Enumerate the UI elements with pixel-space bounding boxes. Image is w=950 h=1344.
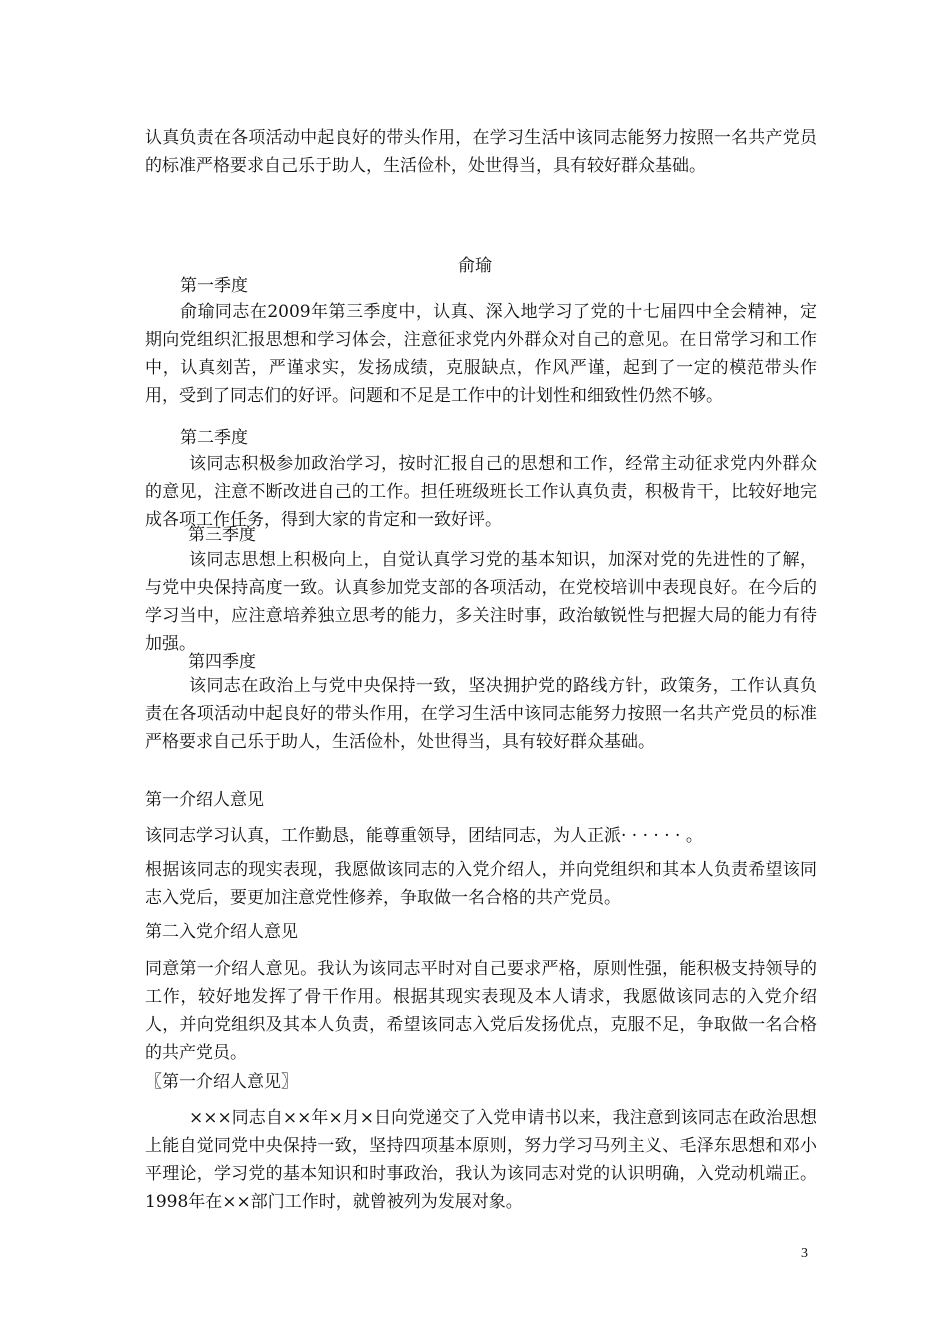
q4-heading: 第四季度 (188, 652, 256, 672)
top-paragraph: 认真负责在各项活动中起良好的带头作用，在学习生活中该同志能努力按照一名共产党员的标准严格要求自己乐于助人，生活俭朴，处世得当，具有较好群众基础。 (145, 128, 817, 176)
q2-text: 该同志积极参加政治学习，按时汇报自己的思想和工作，经常主动征求党内外群众的意见，注意不断改进自己的工作。担任班级班长工作认真负责，积极肯干，比较好地完成各项工作任务，得到大家的肯定和一致好评。 (145, 454, 817, 530)
q4-text: 该同志在政治上与党中央保持一致，坚决拥护党的路线方针，政策务，工作认真负责在各项活动中起良好的带头作用，在学习生活中该同志能努力按照一名共产党员的标准严格要求自己乐于助人，生活俭朴，处世得当，具有较好群众基础。 (145, 676, 817, 752)
q1-text: 俞瑜同志在2009年第三季度中，认真、深入地学习了党的十七届四中全会精神，定期向党组织汇报思想和学习体会，注意征求党内外群众对自己的意见。在日常学习和工作中，认真刻苦，严谨求实，发扬成绩，克服缺点，作风严谨，起到了一定的模范带头作用，受到了同志们的好评。问题和不足是工作中的计划性和细致性仍然不够。 (145, 302, 817, 406)
intro3-heading: 〖第一介绍人意见〗 (145, 1072, 298, 1092)
intro1-heading: 第一介绍人意见 (145, 790, 264, 810)
intro1-line2: 根据该同志的现实表现，我愿做该同志的入党介绍人，并向党组织和其本人负责希望该同志入党后，要更加注意党性修养，争取做一名合格的共产党员。 (145, 860, 817, 908)
q3-heading: 第三季度 (188, 525, 256, 545)
intro3-text: ×××同志自××年×月×日向党递交了入党申请书以来，我注意到该同志在政治思想上能自觉同党中央保持一致，坚持四项基本原则，努力学习马列主义、毛泽东思想和邓小平理论，学习党的基本知识和时事政治，我认为该同志对党的认识明确，入党动机端正。1998年在××部门工作时，就曾被列为发展对象。 (145, 1108, 817, 1212)
q2-heading: 第二季度 (180, 428, 248, 448)
q3-text: 该同志思想上积极向上，自觉认真学习党的基本知识，加深对党的先进性的了解，与党中央保持高度一致。认真参加党支部的各项活动，在党校培训中表现良好。在今后的学习当中，应注意培养独立思考的能力，多关注时事，政治敏锐性与把握大局的能力有待加强。 (145, 550, 817, 654)
intro1-line1: 该同志学习认真，工作勤恳，能尊重领导，团结同志，为人正派· · · · · · 。 (145, 826, 703, 846)
intro2-text: 同意第一介绍人意见。我认为该同志平时对自己要求严格，原则性强，能积极支持领导的工作，较好地发挥了骨干作用。根据其现实表现及本人请求，我愿做该同志的入党介绍人，并向党组织及其本人负责，希望该同志入党后发扬优点，克服不足，争取做一名合格的共产党员。 (145, 959, 817, 1063)
intro2-heading: 第二入党介绍人意见 (145, 922, 298, 942)
q1-heading: 第一季度 (180, 276, 248, 296)
name-title: 俞瑜 (458, 256, 492, 276)
page-number: 3 (801, 1246, 808, 1261)
